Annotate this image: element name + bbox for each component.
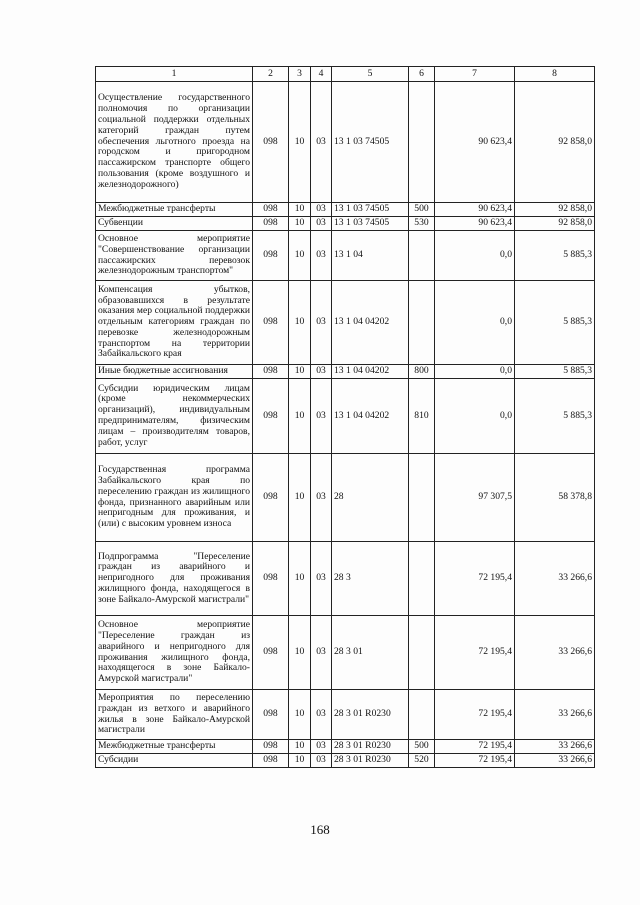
cell-amount-col8: 33 266,6 (515, 616, 595, 690)
cell-amount-col7: 0,0 (435, 231, 515, 281)
cell-subsection: 03 (311, 281, 332, 365)
table-row (96, 281, 595, 365)
cell-target-article: 13 1 04 (332, 231, 409, 281)
row-name: Мероприятия по переселению граждан из ветхого и аварийного жилья в зоне Байкало-Амурской магистрали (96, 690, 253, 740)
cell-amount-col8: 5 885,3 (515, 365, 595, 379)
cell-amount-col7: 72 195,4 (435, 740, 515, 754)
cell-admin-code: 098 (253, 690, 289, 740)
cell-expense-type: 800 (409, 365, 435, 379)
cell-subsection: 03 (311, 379, 332, 454)
cell-expense-type (409, 542, 435, 616)
cell-amount-col8: 33 266,6 (515, 754, 595, 768)
cell-target-article: 28 3 01 R0230 (332, 740, 409, 754)
row-name: Субсидии (96, 754, 253, 768)
row-name: Основное мероприятие "Переселение граждан из аварийного и непригодного для проживания жилищного фонда, находящегося в зоне Байкало-Амурской магистрали" (96, 616, 253, 690)
cell-subsection: 03 (311, 203, 332, 217)
cell-amount-col7: 97 307,5 (435, 454, 515, 542)
cell-section: 10 (289, 690, 311, 740)
cell-target-article: 28 3 (332, 542, 409, 616)
cell-expense-type: 530 (409, 217, 435, 231)
cell-section: 10 (289, 754, 311, 768)
cell-admin-code: 098 (253, 82, 289, 203)
cell-amount-col8: 33 266,6 (515, 542, 595, 616)
row-name: Осуществление государственного полномочия по организации социальной поддержки отдельных категорий граждан путем обеспечения льготного проезда на городском и пригородном пассажирском транспорте общего пользования (кроме воздушного и железнодорожного) (96, 82, 253, 203)
cell-amount-col7: 90 623,4 (435, 217, 515, 231)
row-name: Межбюджетные трансферты (96, 203, 253, 217)
cell-subsection: 03 (311, 754, 332, 768)
cell-amount-col7: 90 623,4 (435, 82, 515, 203)
header-cell: 6 (409, 67, 435, 82)
cell-subsection: 03 (311, 542, 332, 616)
cell-target-article: 13 1 04 04202 (332, 365, 409, 379)
cell-amount-col7: 0,0 (435, 379, 515, 454)
cell-section: 10 (289, 542, 311, 616)
cell-admin-code: 098 (253, 740, 289, 754)
cell-amount-col8: 92 858,0 (515, 82, 595, 203)
row-name: Подпрограмма "Переселение граждан из аварийного и непригодного для проживания жилищного фонда, находящегося в зоне Байкало-Амурской магистрали" (96, 542, 253, 616)
cell-amount-col7: 72 195,4 (435, 754, 515, 768)
page-number: 168 (310, 822, 330, 837)
header-cell: 4 (311, 67, 332, 82)
cell-subsection: 03 (311, 217, 332, 231)
cell-amount-col8: 92 858,0 (515, 203, 595, 217)
cell-amount-col8: 5 885,3 (515, 281, 595, 365)
cell-admin-code: 098 (253, 542, 289, 616)
cell-expense-type (409, 690, 435, 740)
header-cell: 2 (253, 67, 289, 82)
cell-admin-code: 098 (253, 754, 289, 768)
cell-section: 10 (289, 231, 311, 281)
cell-section: 10 (289, 217, 311, 231)
cell-target-article: 28 3 01 R0230 (332, 754, 409, 768)
cell-target-article: 28 3 01 R0230 (332, 690, 409, 740)
row-name: Компенсация убытков, образовавшихся в результате оказания мер социальной поддержки отдельным категориям граждан по перевозке железнодорожным транспортом на территории Забайкальского края (96, 281, 253, 365)
cell-amount-col8: 5 885,3 (515, 379, 595, 454)
row-name: Иные бюджетные ассигнования (96, 365, 253, 379)
cell-section: 10 (289, 616, 311, 690)
cell-expense-type: 520 (409, 754, 435, 768)
cell-subsection: 03 (311, 616, 332, 690)
cell-expense-type (409, 281, 435, 365)
cell-amount-col8: 5 885,3 (515, 231, 595, 281)
cell-section: 10 (289, 365, 311, 379)
header-cell: 7 (435, 67, 515, 82)
cell-amount-col8: 92 858,0 (515, 217, 595, 231)
cell-amount-col8: 58 378,8 (515, 454, 595, 542)
table-row (96, 690, 595, 740)
cell-amount-col8: 33 266,6 (515, 740, 595, 754)
cell-expense-type (409, 82, 435, 203)
cell-amount-col7: 90 623,4 (435, 203, 515, 217)
table-row (96, 82, 595, 203)
cell-target-article: 13 1 03 74505 (332, 217, 409, 231)
table-row (96, 365, 595, 379)
cell-subsection: 03 (311, 231, 332, 281)
row-name: Государственная программа Забайкальского края по переселению граждан из жилищного фонда, признанного аварийным или непригодным для проживания, и (или) с высоким уровнем износа (96, 454, 253, 542)
table-row (96, 231, 595, 281)
table-row (96, 754, 595, 768)
cell-target-article: 28 3 01 (332, 616, 409, 690)
header-cell: 8 (515, 67, 595, 82)
cell-section: 10 (289, 281, 311, 365)
header-row (96, 67, 595, 82)
cell-admin-code: 098 (253, 217, 289, 231)
cell-amount-col7: 72 195,4 (435, 542, 515, 616)
cell-expense-type: 500 (409, 203, 435, 217)
table-row (96, 740, 595, 754)
cell-target-article: 28 (332, 454, 409, 542)
cell-expense-type: 810 (409, 379, 435, 454)
cell-expense-type (409, 231, 435, 281)
cell-section: 10 (289, 82, 311, 203)
cell-expense-type (409, 454, 435, 542)
cell-section: 10 (289, 379, 311, 454)
cell-amount-col8: 33 266,6 (515, 690, 595, 740)
cell-amount-col7: 72 195,4 (435, 616, 515, 690)
row-name: Основное мероприятие "Совершенствование организации пассажирских перевозок железнодорожным транспортом" (96, 231, 253, 281)
cell-admin-code: 098 (253, 379, 289, 454)
cell-subsection: 03 (311, 365, 332, 379)
cell-target-article: 13 1 04 04202 (332, 379, 409, 454)
cell-section: 10 (289, 454, 311, 542)
header-cell: 3 (289, 67, 311, 82)
cell-admin-code: 098 (253, 616, 289, 690)
table-row (96, 379, 595, 454)
cell-amount-col7: 0,0 (435, 365, 515, 379)
cell-subsection: 03 (311, 740, 332, 754)
cell-subsection: 03 (311, 454, 332, 542)
cell-admin-code: 098 (253, 231, 289, 281)
cell-section: 10 (289, 740, 311, 754)
cell-admin-code: 098 (253, 454, 289, 542)
table-row (96, 542, 595, 616)
cell-expense-type: 500 (409, 740, 435, 754)
cell-target-article: 13 1 04 04202 (332, 281, 409, 365)
table-row (96, 616, 595, 690)
cell-subsection: 03 (311, 82, 332, 203)
row-name: Межбюджетные трансферты (96, 740, 253, 754)
cell-section: 10 (289, 203, 311, 217)
table-row (96, 217, 595, 231)
cell-admin-code: 098 (253, 281, 289, 365)
cell-admin-code: 098 (253, 365, 289, 379)
table-row (96, 454, 595, 542)
cell-subsection: 03 (311, 690, 332, 740)
row-name: Субвенции (96, 217, 253, 231)
row-name: Субсидии юридическим лицам (кроме некоммерческих организаций), индивидуальным предпринимателям, физическим лицам – производителям товаров, работ, услуг (96, 379, 253, 454)
cell-expense-type (409, 616, 435, 690)
cell-target-article: 13 1 03 74505 (332, 203, 409, 217)
cell-target-article: 13 1 03 74505 (332, 82, 409, 203)
cell-amount-col7: 0,0 (435, 281, 515, 365)
cell-admin-code: 098 (253, 203, 289, 217)
table-row (96, 203, 595, 217)
header-cell: 5 (332, 67, 409, 82)
cell-amount-col7: 72 195,4 (435, 690, 515, 740)
header-cell: 1 (96, 67, 253, 82)
budget-table (95, 66, 595, 768)
